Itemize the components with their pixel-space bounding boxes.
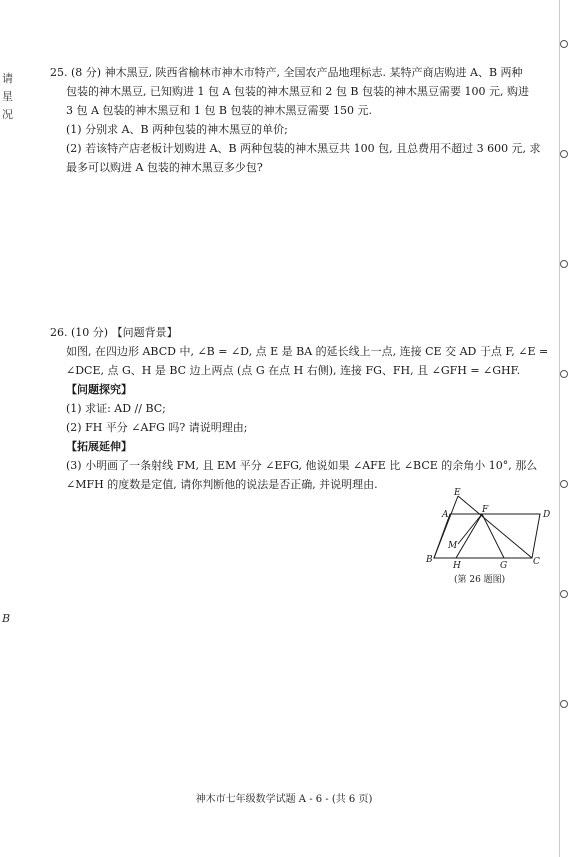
binding-hole [560, 260, 568, 268]
label-f: F [482, 505, 489, 515]
binding-hole [560, 150, 568, 158]
q26-part2: (2) FH 平分 ∠AFG 吗? 请说明理由; [66, 421, 248, 434]
q25-part2a: (2) 若该特产店老板计划购进 A、B 两种包装的神木黑豆共 100 包, 且总费用不超过 3 600 元, 求 [66, 142, 541, 155]
binding-hole [560, 480, 568, 488]
binding-hole [560, 370, 568, 378]
margin-char: 星 [2, 90, 13, 103]
binding-hole [560, 590, 568, 598]
q25-line3: 3 包 A 包装的神木黑豆和 1 包 B 包装的神木黑豆需要 150 元. [66, 104, 372, 117]
q26-part3a: (3) 小明画了一条射线 FM, 且 EM 平分 ∠EFG, 他说如果 ∠AFE 比 ∠BCE 的余角小 10°, 那么 [66, 459, 538, 472]
geometry-figure [420, 486, 560, 596]
q26-line1: 26. (10 分) 【问题背景】 [50, 326, 178, 339]
label-m: M [448, 541, 458, 551]
q26-part1: (1) 求证: AD // BC; [66, 402, 166, 415]
label-g: G [500, 561, 508, 571]
section-title: 【问题探究】 [66, 383, 132, 396]
margin-char: 况 [2, 108, 13, 121]
q25-line1: 25. (8 分) 神木黑豆, 陕西省榆林市神木市特产, 全国农产品地理标志. 某特产商店购进 A、B 两种 [50, 66, 523, 79]
q26-part3b: ∠MFH 的度数是定值, 请你判断他的说法是否正确, 并说明理由. [66, 478, 378, 491]
label-h: H [453, 561, 461, 571]
label-b: B [426, 555, 433, 565]
binding-hole [560, 700, 568, 708]
label-e: E [454, 488, 461, 498]
q25-part2b: 最多可以购进 A 包装的神木黑豆多少包? [66, 161, 263, 174]
segment-ec [458, 496, 532, 558]
q25-part1: (1) 分别求 A、B 两种包装的神木黑豆的单价; [66, 123, 288, 136]
q26-line2: 如图, 在四边形 ABCD 中, ∠B = ∠D, 点 E 是 BA 的延长线上一点, 连接 CE 交 AD 于点 F, ∠E = [66, 345, 549, 358]
binding-hole [560, 40, 568, 48]
q25-line2: 包装的神木黑豆, 已知购进 1 包 A 包装的神木黑豆和 2 包 B 包装的神木黑豆需要 100 元, 购进 [66, 85, 529, 98]
ray-fm [458, 514, 482, 544]
figure-caption: (第 26 题图) [454, 575, 506, 585]
margin-char: B [2, 612, 11, 625]
binding-edge [559, 0, 568, 857]
margin-char: 请 [2, 72, 13, 85]
label-a: A [442, 510, 449, 520]
quadrilateral-diagram [420, 486, 560, 596]
section-title: 【拓展延伸】 [66, 440, 132, 453]
label-c: C [533, 557, 540, 567]
page-footer: 神木市七年级数学试题 A - 6 - (共 6 页) [195, 794, 373, 805]
q26-line3: ∠DCE, 点 G、H 是 BC 边上两点 (点 G 在点 H 右侧), 连接 FG、FH, 且 ∠GFH = ∠GHF. [66, 364, 521, 377]
segment-fg [482, 514, 504, 558]
label-d: D [543, 510, 551, 520]
segment-fh [456, 514, 482, 558]
